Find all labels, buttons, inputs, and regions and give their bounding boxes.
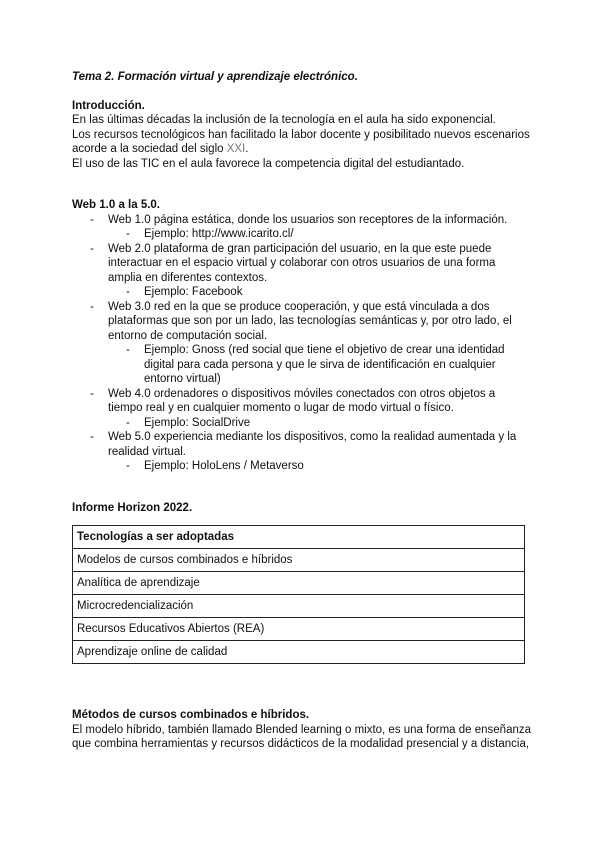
table-header-cell: Tecnologías a ser adoptadas <box>73 526 525 549</box>
list-item-example <box>108 416 532 431</box>
intro-line-3-suffix: . <box>245 143 249 155</box>
example-text: Ejemplo: Gnoss (red social que tiene el objetivo de crear una identidad digital para cada persona y que le sirva de identificación en cualquier entorno virtual) <box>144 344 505 385</box>
web-heading: Web 1.0 a la 5.0. <box>72 199 161 211</box>
dash-bullet: - <box>90 213 94 226</box>
table-cell: Analítica de aprendizaje <box>73 572 525 595</box>
dash-bullet: - <box>126 416 130 429</box>
web-item-text: Web 2.0 plataforma de gran participación del usuario, en la que este puede interactuar en el espacio virtual y colaborar con otros usuarios de una forma amplia en diferentes contextos. <box>108 242 496 284</box>
example-text: Ejemplo: Facebook <box>144 286 243 298</box>
dash-bullet: - <box>90 242 94 255</box>
methods-heading: Métodos de cursos combinados e híbridos. <box>72 709 310 721</box>
web-sublist <box>108 343 532 387</box>
dash-bullet: - <box>126 286 130 298</box>
web-item-text: Web 1.0 página estática, donde los usuarios son receptores de la información. <box>108 213 508 226</box>
methods-line-1: El modelo híbrido, también llamado Blended learning o mixto, es una forma de enseñanza <box>72 723 532 736</box>
table-row <box>73 618 525 641</box>
intro-section <box>72 99 532 172</box>
methods-section <box>72 708 532 752</box>
horizon-heading: Informe Horizon 2022. <box>72 501 193 514</box>
dash-bullet: - <box>126 460 130 472</box>
table-row <box>73 595 525 618</box>
dash-bullet: - <box>90 431 94 443</box>
example-text: Ejemplo: SocialDrive <box>144 416 251 429</box>
list-item-example <box>108 459 532 474</box>
methods-line-2: que combina herramientas y recursos didácticos de la modalidad presencial y a distancia, <box>72 738 530 750</box>
table-cell: Aprendizaje online de calidad <box>73 641 525 664</box>
web-list <box>72 213 532 474</box>
dash-bullet: - <box>90 387 94 400</box>
example-text: Ejemplo: http://www.icarito.cl/ <box>144 228 294 240</box>
web-item-text: Web 4.0 ordenadores o dispositivos móviles conectados con otros objetos a tiempo real y en cualquier momento o lugar de modo virtual o físico. <box>108 387 496 414</box>
table-row <box>73 549 525 572</box>
list-item-web-4 <box>72 387 532 431</box>
intro-heading: Introducción. <box>72 99 145 112</box>
technologies-table <box>72 525 525 664</box>
intro-line-4: El uso de las TIC en el aula favorece la competencia digital del estudiantado. <box>72 157 465 170</box>
table-cell: Recursos Educativos Abiertos (REA) <box>73 618 525 641</box>
dash-bullet: - <box>90 300 94 313</box>
table-row <box>73 572 525 595</box>
example-text: Ejemplo: HoloLens / Metaverso <box>144 460 304 472</box>
web-sublist <box>108 459 532 474</box>
web-sublist <box>108 285 532 300</box>
document-title: Tema 2. Formación virtual y aprendizaje electrónico. <box>72 71 358 83</box>
dash-bullet: - <box>126 344 130 356</box>
intro-line-3-prefix: acorde a la sociedad del siglo <box>72 143 227 155</box>
list-item-web-1 <box>72 213 532 242</box>
web-item-text: Web 3.0 red en la que se produce cooperación, y que está vinculada a dos plataformas que son por un lado, las tecnologías semánticas y, por otro lado, el entorno de computación social. <box>108 300 512 342</box>
web-section <box>72 198 532 474</box>
list-item-web-5 <box>72 430 532 474</box>
list-item-web-3 <box>72 300 532 387</box>
intro-line-3 <box>72 142 532 157</box>
table-cell: Modelos de cursos combinados e híbridos <box>73 549 525 572</box>
intro-line-2: Los recursos tecnológicos han facilitado la labor docente y posibilitado nuevos escenarios <box>72 128 530 141</box>
table-row <box>73 641 525 664</box>
dash-bullet: - <box>126 228 130 240</box>
web-sublist <box>108 416 532 431</box>
table-cell: Microcredencialización <box>73 595 525 618</box>
list-item-example <box>108 343 532 387</box>
intro-line-1: En las últimas décadas la inclusión de la tecnología en el aula ha sido exponencial. <box>72 114 496 126</box>
web-sublist <box>108 227 532 242</box>
document-body <box>72 70 532 752</box>
table-header-row <box>73 526 525 549</box>
list-item-example <box>108 227 532 242</box>
horizon-section <box>72 501 532 665</box>
century-xxi: XXI <box>226 143 246 155</box>
list-item-web-2 <box>72 242 532 300</box>
web-item-text: Web 5.0 experiencia mediante los dispositivos, como la realidad aumentada y la realidad virtual. <box>108 431 517 458</box>
list-item-example <box>108 285 532 300</box>
